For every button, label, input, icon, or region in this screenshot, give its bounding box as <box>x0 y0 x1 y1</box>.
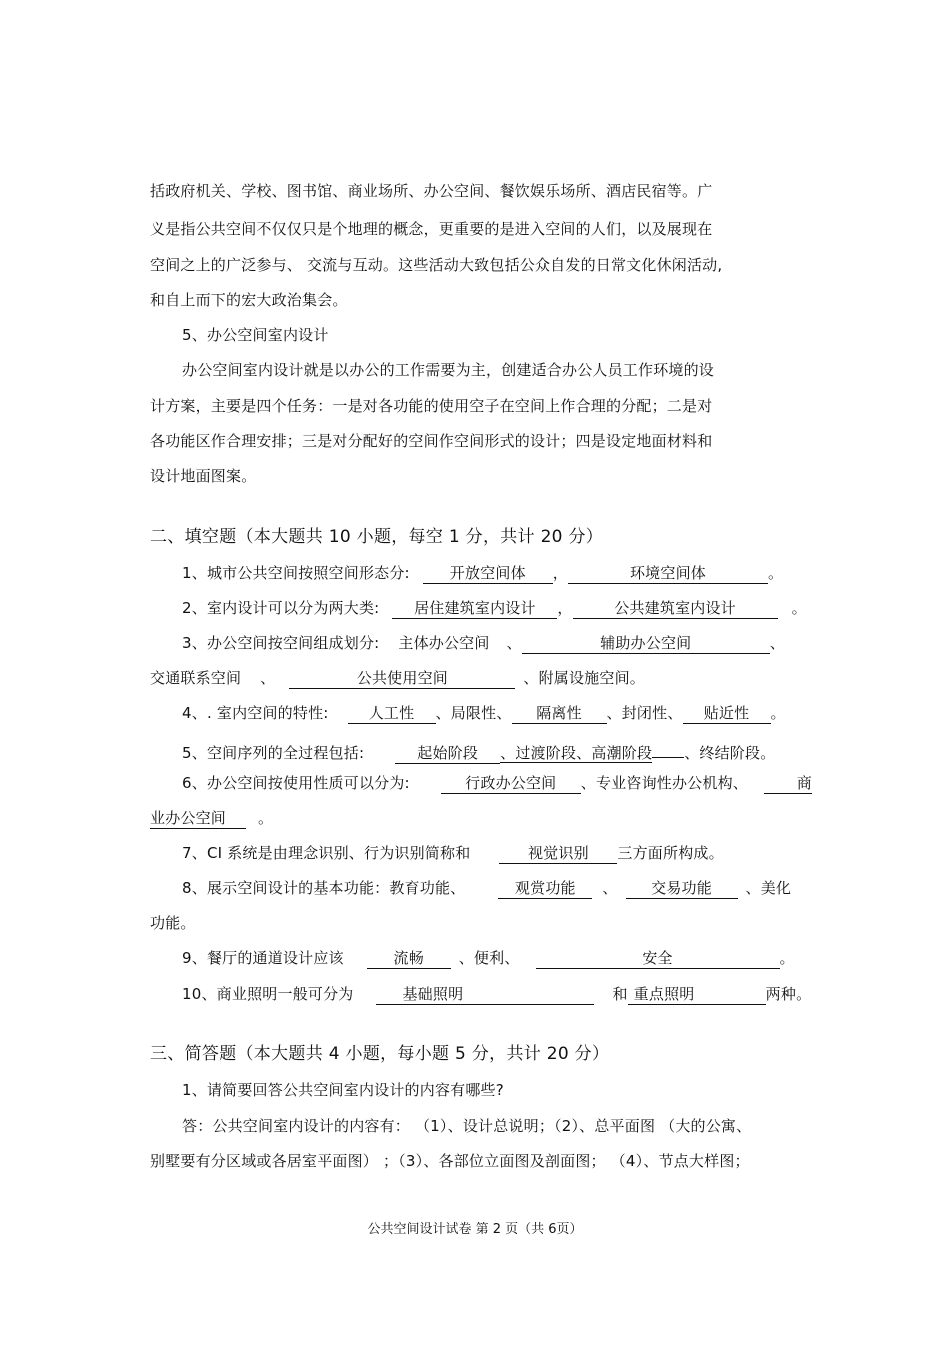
question-text: 、封闭性、 <box>606 704 683 722</box>
question-text: 、局限性、 <box>435 704 512 722</box>
punctuation: 。 <box>791 599 807 617</box>
question-text: 、过渡阶段、高潮阶段 <box>500 744 653 762</box>
separator: 、 <box>506 634 522 652</box>
punctuation: 两种。 <box>765 985 812 1003</box>
answer-blank: 人工性 <box>348 704 436 724</box>
answer-blank: 交易功能 <box>626 879 738 899</box>
question-text: 、专业咨询性办公机构、 <box>580 774 748 792</box>
answer-text: 交通联系空间 <box>150 669 242 687</box>
paragraph-line: 办公空间室内设计就是以办公的工作需要为主，创建适合办公人员工作环境的设 <box>182 361 715 379</box>
answer-blank: 开放空间体 <box>423 564 553 584</box>
answer-blank: 起始阶段 <box>395 744 500 764</box>
answer-blank: 商 <box>764 774 812 794</box>
fill-question-2 <box>182 598 807 619</box>
answer-blank: 安全 <box>536 949 780 969</box>
fill-question-3 <box>182 633 785 654</box>
question-text: 5、空间序列的全过程包括: <box>182 744 365 762</box>
fill-question-10 <box>182 984 811 1005</box>
paragraph-line: 义是指公共空间不仅仅只是个地理的概念，更重要的是进入空间的人们，以及展现在 <box>150 220 713 238</box>
answer-blank: 居住建筑室内设计 <box>392 599 557 619</box>
paragraph-line: 括政府机关、学校、图书馆、商业场所、办公空间、餐饮娱乐场所、酒店民宿等。广 <box>150 182 713 200</box>
separator: ， <box>552 564 568 582</box>
punctuation: 三方面所构成。 <box>617 844 724 862</box>
punctuation: 、终结阶段。 <box>684 744 776 762</box>
answer-text: 主体办公空间 <box>398 634 490 652</box>
question-text: 8、展示空间设计的基本功能：教育功能、 <box>182 879 466 897</box>
section-heading: 三、简答题（本大题共 4 小题，每小题 5 分，共计 20 分） <box>150 1044 610 1064</box>
fill-question-4 <box>182 703 786 724</box>
short-answer-question: 1、请简要回答公共空间室内设计的内容有哪些? <box>182 1081 504 1099</box>
question-text: 4、. 室内空间的特性: <box>182 704 329 722</box>
separator: ， <box>557 599 573 617</box>
page-footer: 公共空间设计试卷 第 2 页（共 6页） <box>367 1222 583 1237</box>
fill-question-1 <box>182 563 783 584</box>
separator: 、 <box>602 879 618 897</box>
question-text: 和 <box>612 985 628 1003</box>
fill-question-9 <box>182 948 795 969</box>
answer-blank: 隔离性 <box>512 704 607 724</box>
answer-line: 答：公共空间室内设计的内容有： （1）、设计总说明；（2）、总平面图 （大的公寓、 <box>182 1117 752 1135</box>
paragraph-line: 各功能区作合理安排；三是对分配好的空间作空间形式的设计；四是设定地面材料和 <box>150 432 713 450</box>
fill-question-5 <box>182 738 775 764</box>
answer-blank: 视觉识别 <box>499 844 617 864</box>
question-text: 9、餐厅的通道设计应该 <box>182 949 344 967</box>
punctuation: 、 <box>769 634 785 652</box>
answer-blank: 辅助办公空间 <box>522 634 770 654</box>
question-text: 、便利、 <box>458 949 520 967</box>
paragraph-line: 设计地面图案。 <box>150 467 257 485</box>
fill-question-8 <box>182 878 791 899</box>
answer-line: 别墅要有分区域或各居室平面图） ；（3）、各部位立面图及剖面图； （4）、节点大样图； <box>150 1152 750 1170</box>
paragraph-line: 计方案，主要是四个任务：一是对各功能的使用空子在空间上作合理的分配；二是对 <box>150 397 713 415</box>
question-text: 2、室内设计可以分为两大类: <box>182 599 380 617</box>
answer-blank: 行政办公空间 <box>441 774 581 794</box>
separator: 、 <box>260 669 276 687</box>
answer-blank: 贴近性 <box>683 704 771 724</box>
punctuation: 。 <box>767 564 784 582</box>
answer-blank: 重点照明 <box>628 985 766 1005</box>
punctuation: 。 <box>770 704 786 722</box>
punctuation: 。 <box>779 949 795 967</box>
answer-blank: 观赏功能 <box>498 879 592 899</box>
question-text: 10、商业照明一般可分为 <box>182 985 354 1003</box>
answer-blank: 公共使用空间 <box>289 669 515 689</box>
fill-question-8-cont: 功能。 <box>150 914 196 932</box>
punctuation: 、附属设施空间。 <box>523 669 645 687</box>
answer-blank: 流畅 <box>367 949 451 969</box>
answer-blank: 基础照明 <box>376 985 594 1005</box>
question-text: 1、城市公共空间按照空间形态分: <box>182 564 410 582</box>
paragraph-line: 空间之上的广泛参与、 交流与互动。这些活动大致包括公众自发的日常文化休闲活动, <box>150 256 723 274</box>
answer-blank: 业办公空间 <box>150 809 246 829</box>
paragraph-line: 和自上而下的宏大政治集会。 <box>150 291 348 309</box>
fill-question-3-cont <box>150 668 645 689</box>
answer-blank: 公共建筑室内设计 <box>573 599 778 619</box>
question-text: 3、办公空间按空间组成划分: <box>182 634 380 652</box>
fill-question-6 <box>182 773 812 794</box>
answer-blank: 环境空间体 <box>568 564 768 584</box>
section-heading: 二、填空题（本大题共 10 小题，每空 1 分，共计 20 分） <box>150 527 604 547</box>
punctuation: 。 <box>258 809 274 827</box>
question-text: 7、CI 系统是由理念识别、行为识别简称和 <box>182 844 471 862</box>
punctuation: 、美化 <box>745 879 792 897</box>
question-text: 6、办公空间按使用性质可以分为: <box>182 774 410 792</box>
fill-question-6-cont <box>150 808 273 829</box>
fill-question-7 <box>182 843 724 864</box>
item-title: 5、办公空间室内设计 <box>182 326 329 344</box>
